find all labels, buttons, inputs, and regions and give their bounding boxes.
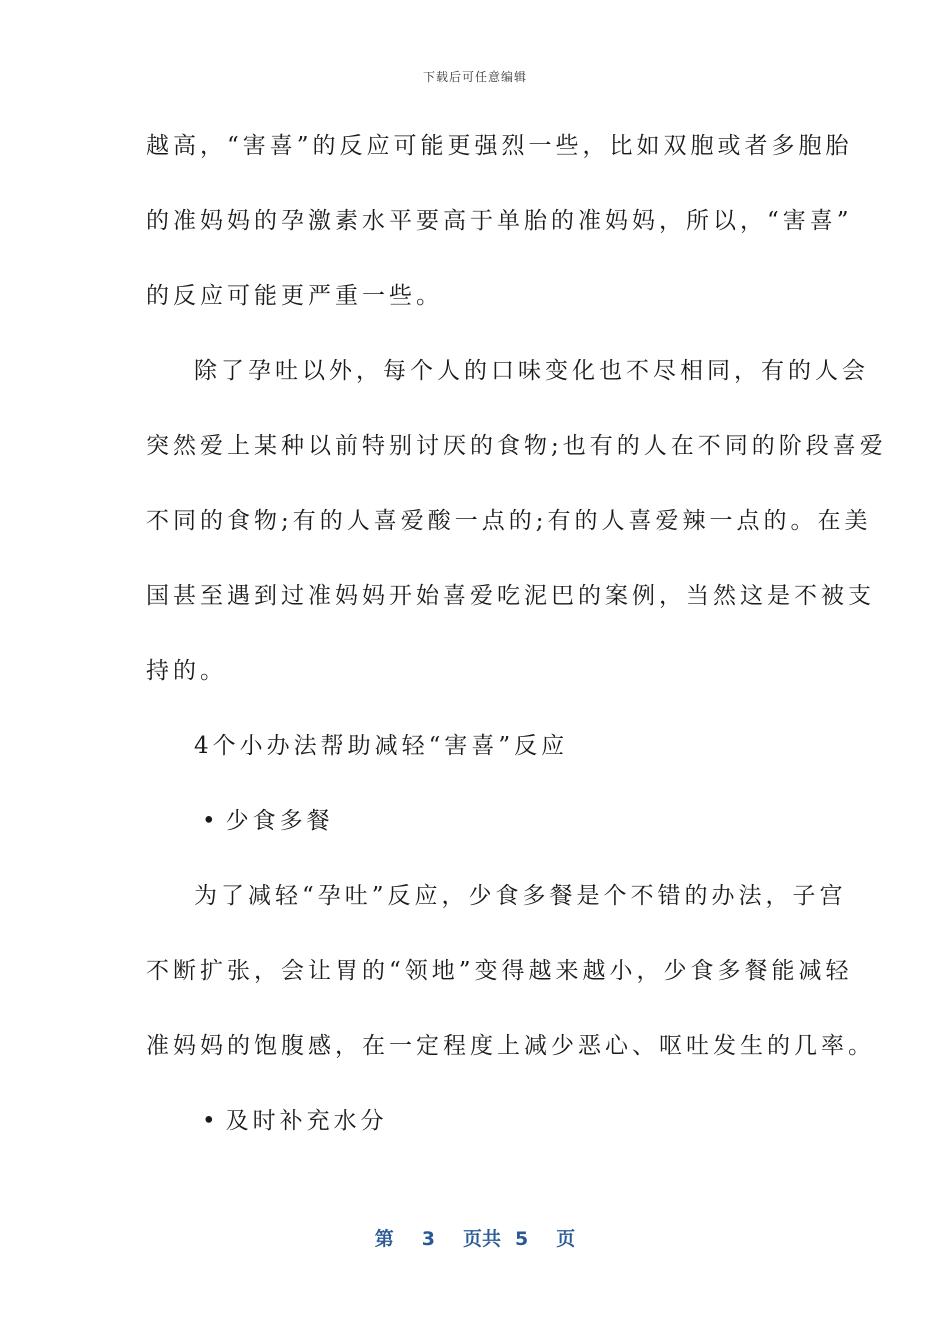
paragraph-line: 的准妈妈的孕激素水平要高于单胎的准妈妈，所以，“害喜” bbox=[146, 208, 853, 234]
paragraph-line: 不断扩张，会让胃的“领地”变得越来越小，少食多餐能减轻 bbox=[146, 958, 853, 984]
paragraph-line: 国甚至遇到过准妈妈开始喜爱吃泥巴的案例，当然这是不被支 bbox=[146, 583, 875, 609]
paragraph-line: 为了减轻“孕吐”反应，少食多餐是个不错的办法，子宫 bbox=[194, 883, 847, 909]
footer-total-pages: 5 bbox=[515, 1228, 529, 1250]
document-body bbox=[146, 121, 887, 1171]
bullet-item bbox=[146, 1096, 816, 1171]
paragraph-line: 的反应可能更严重一些。 bbox=[146, 283, 443, 309]
footer-middle: 页共 bbox=[462, 1228, 501, 1250]
footer-prefix: 第 bbox=[374, 1228, 394, 1250]
footer-current-page: 3 bbox=[421, 1228, 435, 1250]
paragraph-line: 准妈妈的饱腹感，在一定程度上减少恶心、呕吐发生的几率。 bbox=[146, 1033, 875, 1059]
paragraph-line: 除了孕吐以外，每个人的口味变化也不尽相同，有的人会 bbox=[194, 358, 869, 384]
bullet-text: 及时补充水分 bbox=[225, 1108, 388, 1134]
section-heading: 4个小办法帮助减轻“害喜”反应 bbox=[194, 733, 569, 759]
bullet-dot: • bbox=[202, 1108, 220, 1134]
paragraph-line: 不同的食物;有的人喜爱酸一点的;有的人喜爱辣一点的。在美 bbox=[146, 508, 872, 534]
paragraph-line: 持的。 bbox=[146, 658, 227, 684]
header-note: 下载后可任意编辑 bbox=[422, 70, 527, 84]
paragraph-line: 突然爱上某种以前特别讨厌的食物;也有的人在不同的阶段喜爱 bbox=[146, 433, 887, 459]
bullet-text: 少食多餐 bbox=[225, 808, 334, 834]
paragraph-line: 越高，“害喜”的反应可能更强烈一些，比如双胞或者多胞胎 bbox=[146, 133, 853, 159]
footer-suffix: 页 bbox=[556, 1228, 576, 1250]
page-footer bbox=[0, 1224, 950, 1251]
bullet-item bbox=[146, 796, 816, 871]
bullet-dot: • bbox=[202, 808, 220, 834]
